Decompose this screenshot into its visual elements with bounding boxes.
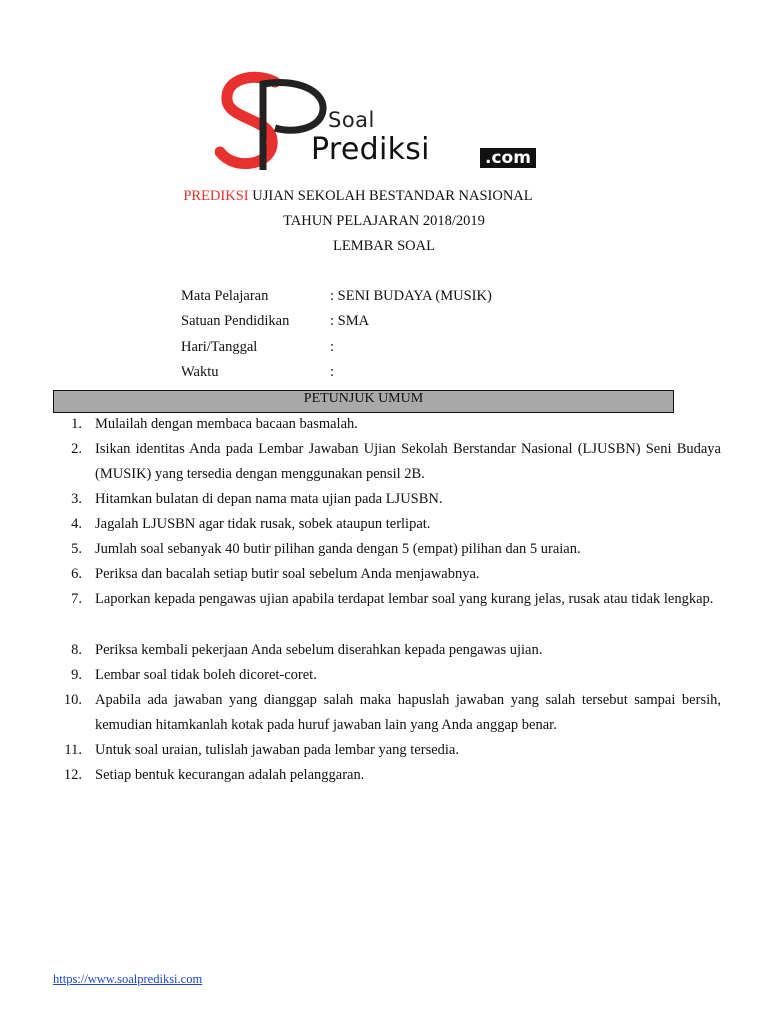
header-prediksi-word: PREDIKSI bbox=[183, 188, 249, 204]
info-value: : bbox=[330, 364, 335, 380]
logo-text-soal: Soal bbox=[328, 108, 375, 132]
item-number: 3. bbox=[71, 491, 82, 507]
item-text: Periksa kembali pekerjaan Anda sebelum diserahkan kepada pengawas ujian. bbox=[95, 642, 543, 658]
info-label: Mata Pelajaran bbox=[181, 288, 269, 304]
header-title-line bbox=[0, 188, 742, 205]
logo-text-com: .com bbox=[480, 148, 536, 168]
item-number: 7. bbox=[71, 591, 82, 607]
info-value: : SMA bbox=[330, 313, 370, 329]
item-text: Setiap bentuk kecurangan adalah pelanggaran. bbox=[95, 767, 365, 783]
item-number: 10. bbox=[63, 692, 82, 708]
item-text: Periksa dan bacalah setiap butir soal sebelum Anda menjawabnya. bbox=[95, 566, 480, 582]
item-text: Laporkan kepada pengawas ujian apabila terdapat lembar soal yang kurang jelas, rusak atau tidak lengkap. bbox=[95, 591, 714, 607]
item-text: Untuk soal uraian, tulislah jawaban pada lembar yang tersedia. bbox=[95, 742, 459, 758]
info-label: Satuan Pendidikan bbox=[181, 313, 290, 329]
item-number: 12. bbox=[63, 767, 82, 783]
item-number: 11. bbox=[64, 742, 82, 758]
info-value: : SENI BUDAYA (MUSIK) bbox=[330, 288, 492, 304]
logo-text-prediksi: Prediksi bbox=[311, 132, 430, 167]
item-text: Lembar soal tidak boleh dicoret-coret. bbox=[95, 667, 317, 683]
info-value: : bbox=[330, 339, 335, 355]
soalprediksi-logo bbox=[215, 70, 565, 175]
item-number: 5. bbox=[71, 541, 82, 557]
header-title-rest: UJIAN SEKOLAH BESTANDAR NASIONAL bbox=[248, 188, 533, 204]
item-text: Apabila ada jawaban yang dianggap salah maka hapuslah jawaban yang salah tersebut sampai bersih, kemudian hitamkanlah kotak pada huruf jawaban lain yang Anda anggap benar. bbox=[95, 692, 721, 733]
item-number: 2. bbox=[71, 441, 82, 457]
info-label: Waktu bbox=[181, 364, 219, 380]
item-number: 1. bbox=[71, 416, 82, 432]
petunjuk-umum-header: PETUNJUK UMUM bbox=[53, 390, 674, 413]
item-number: 6. bbox=[71, 566, 82, 582]
item-text: Jumlah soal sebanyak 40 butir pilihan ganda dengan 5 (empat) pilihan dan 5 uraian. bbox=[95, 541, 581, 557]
footer-website-link[interactable]: https://www.soalprediksi.com bbox=[53, 972, 203, 986]
header-sheet-line: LEMBAR SOAL bbox=[333, 238, 435, 254]
item-text: Isikan identitas Anda pada Lembar Jawaban Ujian Sekolah Berstandar Nasional (LJUSBN) Seni Budaya (MUSIK) yang tersedia dengan menggunakan pensil 2B. bbox=[95, 441, 721, 482]
item-number: 8. bbox=[71, 642, 82, 658]
item-number: 9. bbox=[71, 667, 82, 683]
header-year-line: TAHUN PELAJARAN 2018/2019 bbox=[283, 213, 485, 229]
item-text: Hitamkan bulatan di depan nama mata ujian pada LJUSBN. bbox=[95, 491, 443, 507]
item-text: Mulailah dengan membaca bacaan basmalah. bbox=[95, 416, 358, 432]
item-number: 4. bbox=[71, 516, 82, 532]
info-label: Hari/Tanggal bbox=[181, 339, 258, 355]
item-text: Jagalah LJUSBN agar tidak rusak, sobek ataupun terlipat. bbox=[95, 516, 431, 532]
